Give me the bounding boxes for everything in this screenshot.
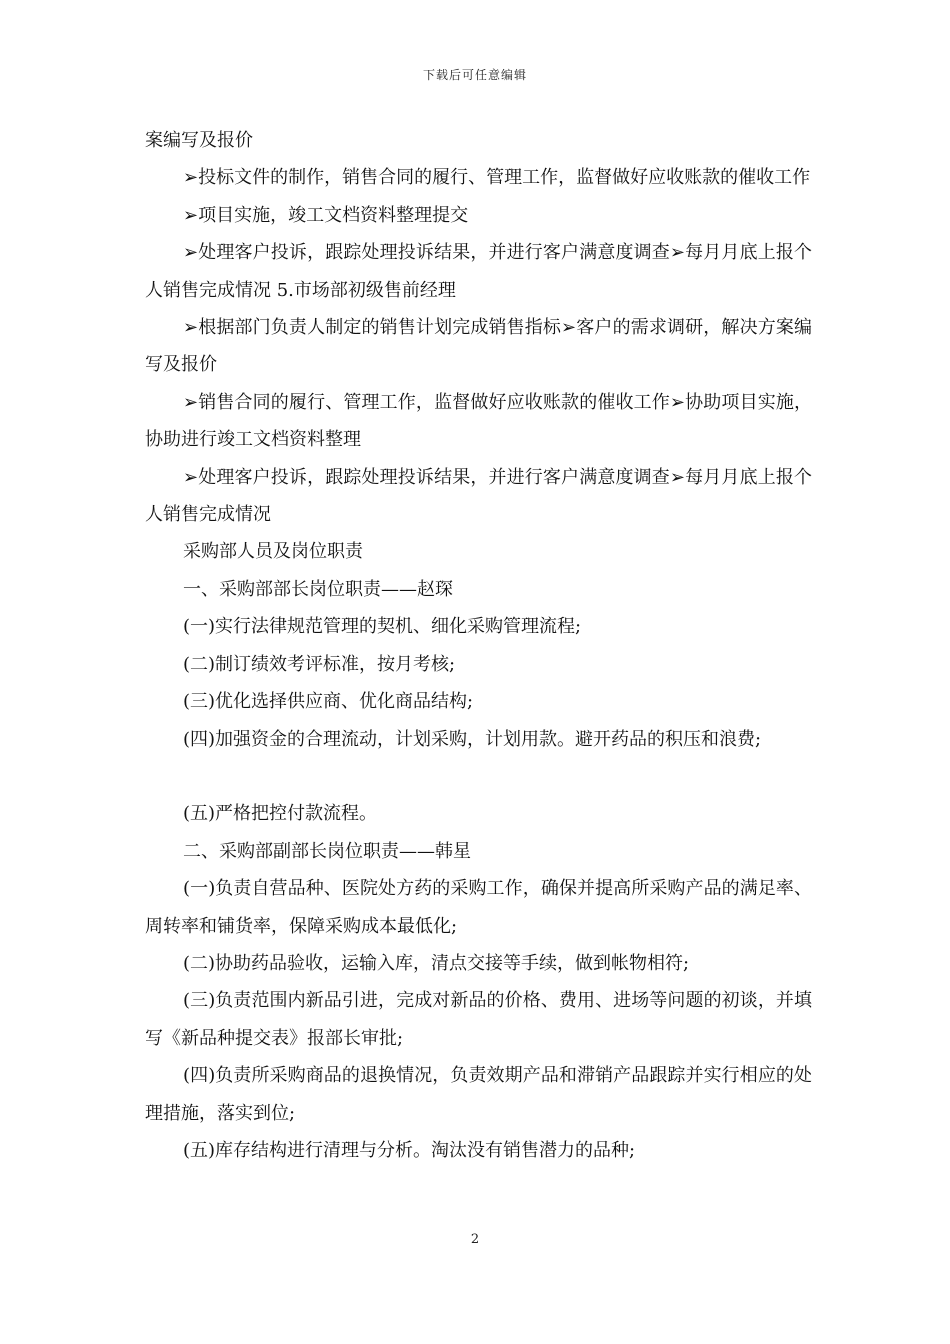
list-item: (二)协助药品验收，运输入库，清点交接等手续，做到帐物相符; (183, 952, 690, 974)
list-item: (四)负责所采购商品的退换情况，负责效期产品和滞销产品跟踪并实行相应的处理措施，落实到位; (145, 1065, 812, 1124)
subsection-heading: 一、采购部部长岗位职责——赵琛 (183, 578, 453, 600)
paragraph: ➢根据部门负责人制定的销售计划完成销售指标➢客户的需求调研，解决方案编写及报价 (145, 317, 812, 376)
list-item: (一)负责自营品种、医院处方药的采购工作，确保并提高所采购产品的满足率、周转率和铺货率，保障采购成本最低化; (145, 878, 812, 937)
paragraph: ➢销售合同的履行、管理工作，监督做好应收账款的催收工作➢协助项目实施，协助进行竣工文档资料整理 (145, 391, 812, 451)
list-item: (一)实行法律规范管理的契机、细化采购管理流程; (183, 616, 582, 638)
section-heading: 采购部人员及岗位职责 (183, 541, 363, 563)
list-item: (三)优化选择供应商、优化商品结构; (183, 691, 474, 713)
paragraph: 案编写及报价 (145, 130, 253, 151)
list-item: (五)库存结构进行清理与分析。淘汰没有销售潜力的品种; (183, 1139, 636, 1161)
list-item: (四)加强资金的合理流动，计划采购，计划用款。避开药品的积压和浪费; (183, 728, 762, 750)
page-header-note: 下载后可任意编辑 (422, 68, 527, 82)
blank-line (145, 758, 812, 795)
document-body (145, 122, 812, 1169)
paragraph: ➢处理客户投诉，跟踪处理投诉结果，并进行客户满意度调查➢每月月底上报个人销售完成情况 (145, 466, 812, 526)
paragraph: ➢处理客户投诉，跟踪处理投诉结果，并进行客户满意度调查➢每月月底上报个人销售完成情况 5.市场部初级售前经理 (145, 242, 812, 301)
list-item: (二)制订绩效考评标准，按月考核; (183, 653, 456, 675)
list-item: (五)严格把控付款流程。 (183, 803, 378, 825)
paragraph: ➢项目实施，竣工文档资料整理提交 (183, 204, 469, 226)
list-item: (三)负责范围内新品引进，完成对新品的价格、费用、进场等问题的初谈，并填写《新品种提交表》报部长审批; (145, 990, 812, 1049)
paragraph: ➢投标文件的制作，销售合同的履行、管理工作，监督做好应收账款的催收工作 (183, 167, 811, 189)
page-number: 2 (470, 1232, 480, 1247)
subsection-heading: 二、采购部副部长岗位职责——韩星 (183, 840, 471, 862)
